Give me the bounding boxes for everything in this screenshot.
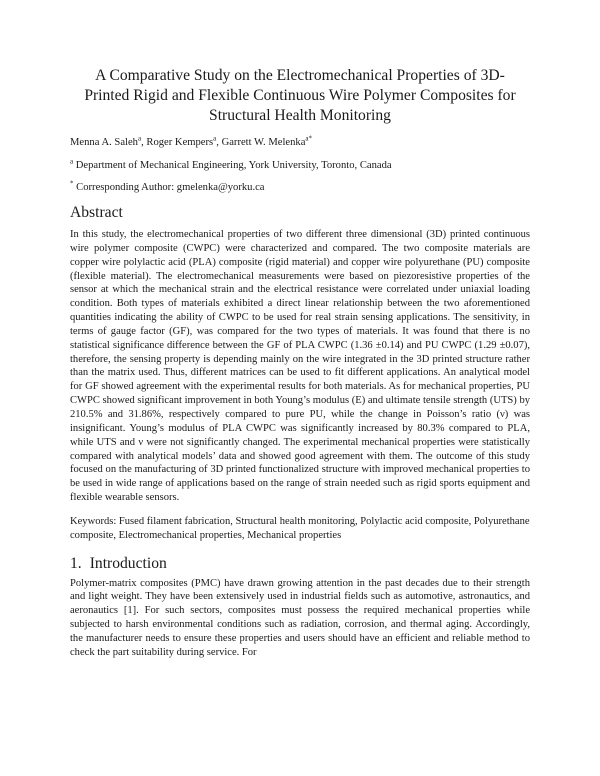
- author-list: Menna A. Saleh$^a$, Roger Kempers$^a$, Garrett W. Melenka$^{a*}$: [70, 134, 313, 148]
- paper-title: A Comparative Study on the Electromechanical Properties of 3D-Printed Rigid and Flexible Continuous Wire Polymer Composites for Structural Health Monitoring: [84, 67, 516, 124]
- introduction-text: Polymer-matrix composites (PMC) have drawn growing attention in the past decades due to their strength and light weight. They have been extensively used in industrial fields such as automotive, astronautics, and aeronautics [1]. For such sectors, composites must possess the required mechanical properties while subjected to harsh environmental conditions such as radiation, corrosion, and thermal aging. Accordingly, the manufacturer needs to ensure these properties and users should have an efficient and reliable method to check the part suitability during service. For: [70, 577, 530, 658]
- section-title: Introduction: [89, 554, 167, 572]
- abstract-heading: Abstract: [70, 204, 123, 221]
- keywords: Keywords: Fused filament fabrication, Structural health monitoring, Polylactic acid composite, Polyurethane composite, Electromechanical properties, Mechanical properties: [70, 515, 530, 541]
- corresponding-author-text: Corresponding Author: gmelenka@yorku.ca: [76, 182, 265, 193]
- affiliation-mark: a: [70, 157, 74, 166]
- affiliation-text: Department of Mechanical Engineering, York University, Toronto, Canada: [75, 160, 392, 171]
- author-affiliation-mark: a: [213, 134, 217, 143]
- corresponding-mark: *: [70, 179, 74, 188]
- author-name: Roger Kempers: [146, 137, 214, 148]
- section-number: 1.: [70, 554, 82, 572]
- abstract-text: In this study, the electromechanical properties of two different three dimensional (3D) printed continuous wire polymer composite (CWPC) were characterized and compared. The two composite materials are copper wire polylactic acid (PLA) composite (rigid material) and copper wire polyurethane (PU) composite (flexible material). The electromechanical measurements were based on piezoresistive properties of the sensor at which the mechanical strain and the electrical resistance were correlated under uniaxial loading condition. Both types of materials exhibited a direct linear relationship between the two aforementioned quantities indicating the ability of CWPC to be used for real strain sensing applications. The sensitivity, in terms of gauge factor (GF), was compared for the two types of materials. It was found that there is no statistical significance difference between the GF of PLA CWPC (1.36 ±0.14) and PU CWPC (1.29 ±0.07), therefore, the sensing property is depending mainly on the wire integrated in the 3D printed structure rather than the matrix used. Thus, different matrices can be used to fit different applications. An analytical model for GF showed agreement with the experimental results for both materials. As for mechanical properties, PU CWPC showed significant improvement in both Young’s modulus (E) and ultimate tensile strength (UTS) by 210.5% and 31.86%, respectively compared to pure PU, while the change in Poisson’s ratio (ν) was insignificant. Young’s modulus of PLA CWPC was significantly increased by 80.3% compared to PLA, while UTS and ν were not significantly changed. The experimental mechanical properties were statistically compared with analytical models’ data and showed good agreement with them. The outcome of this study focused on the manufacturing of 3D printed functionalized structure with improved mechanical properties to be used in wide range of applications based on the range of strain needed such as rigid sports equipment and flexible wearable sensors.: [70, 229, 530, 504]
- author-affiliation-mark: a: [137, 134, 142, 143]
- introduction-heading: [70, 554, 530, 574]
- author-name: Menna A. Saleh: [70, 137, 138, 148]
- affiliation: [70, 159, 530, 173]
- corresponding-author: [70, 181, 530, 195]
- author-affiliation-mark: a*: [305, 134, 313, 143]
- author-name: Garrett W. Melenka: [221, 137, 306, 148]
